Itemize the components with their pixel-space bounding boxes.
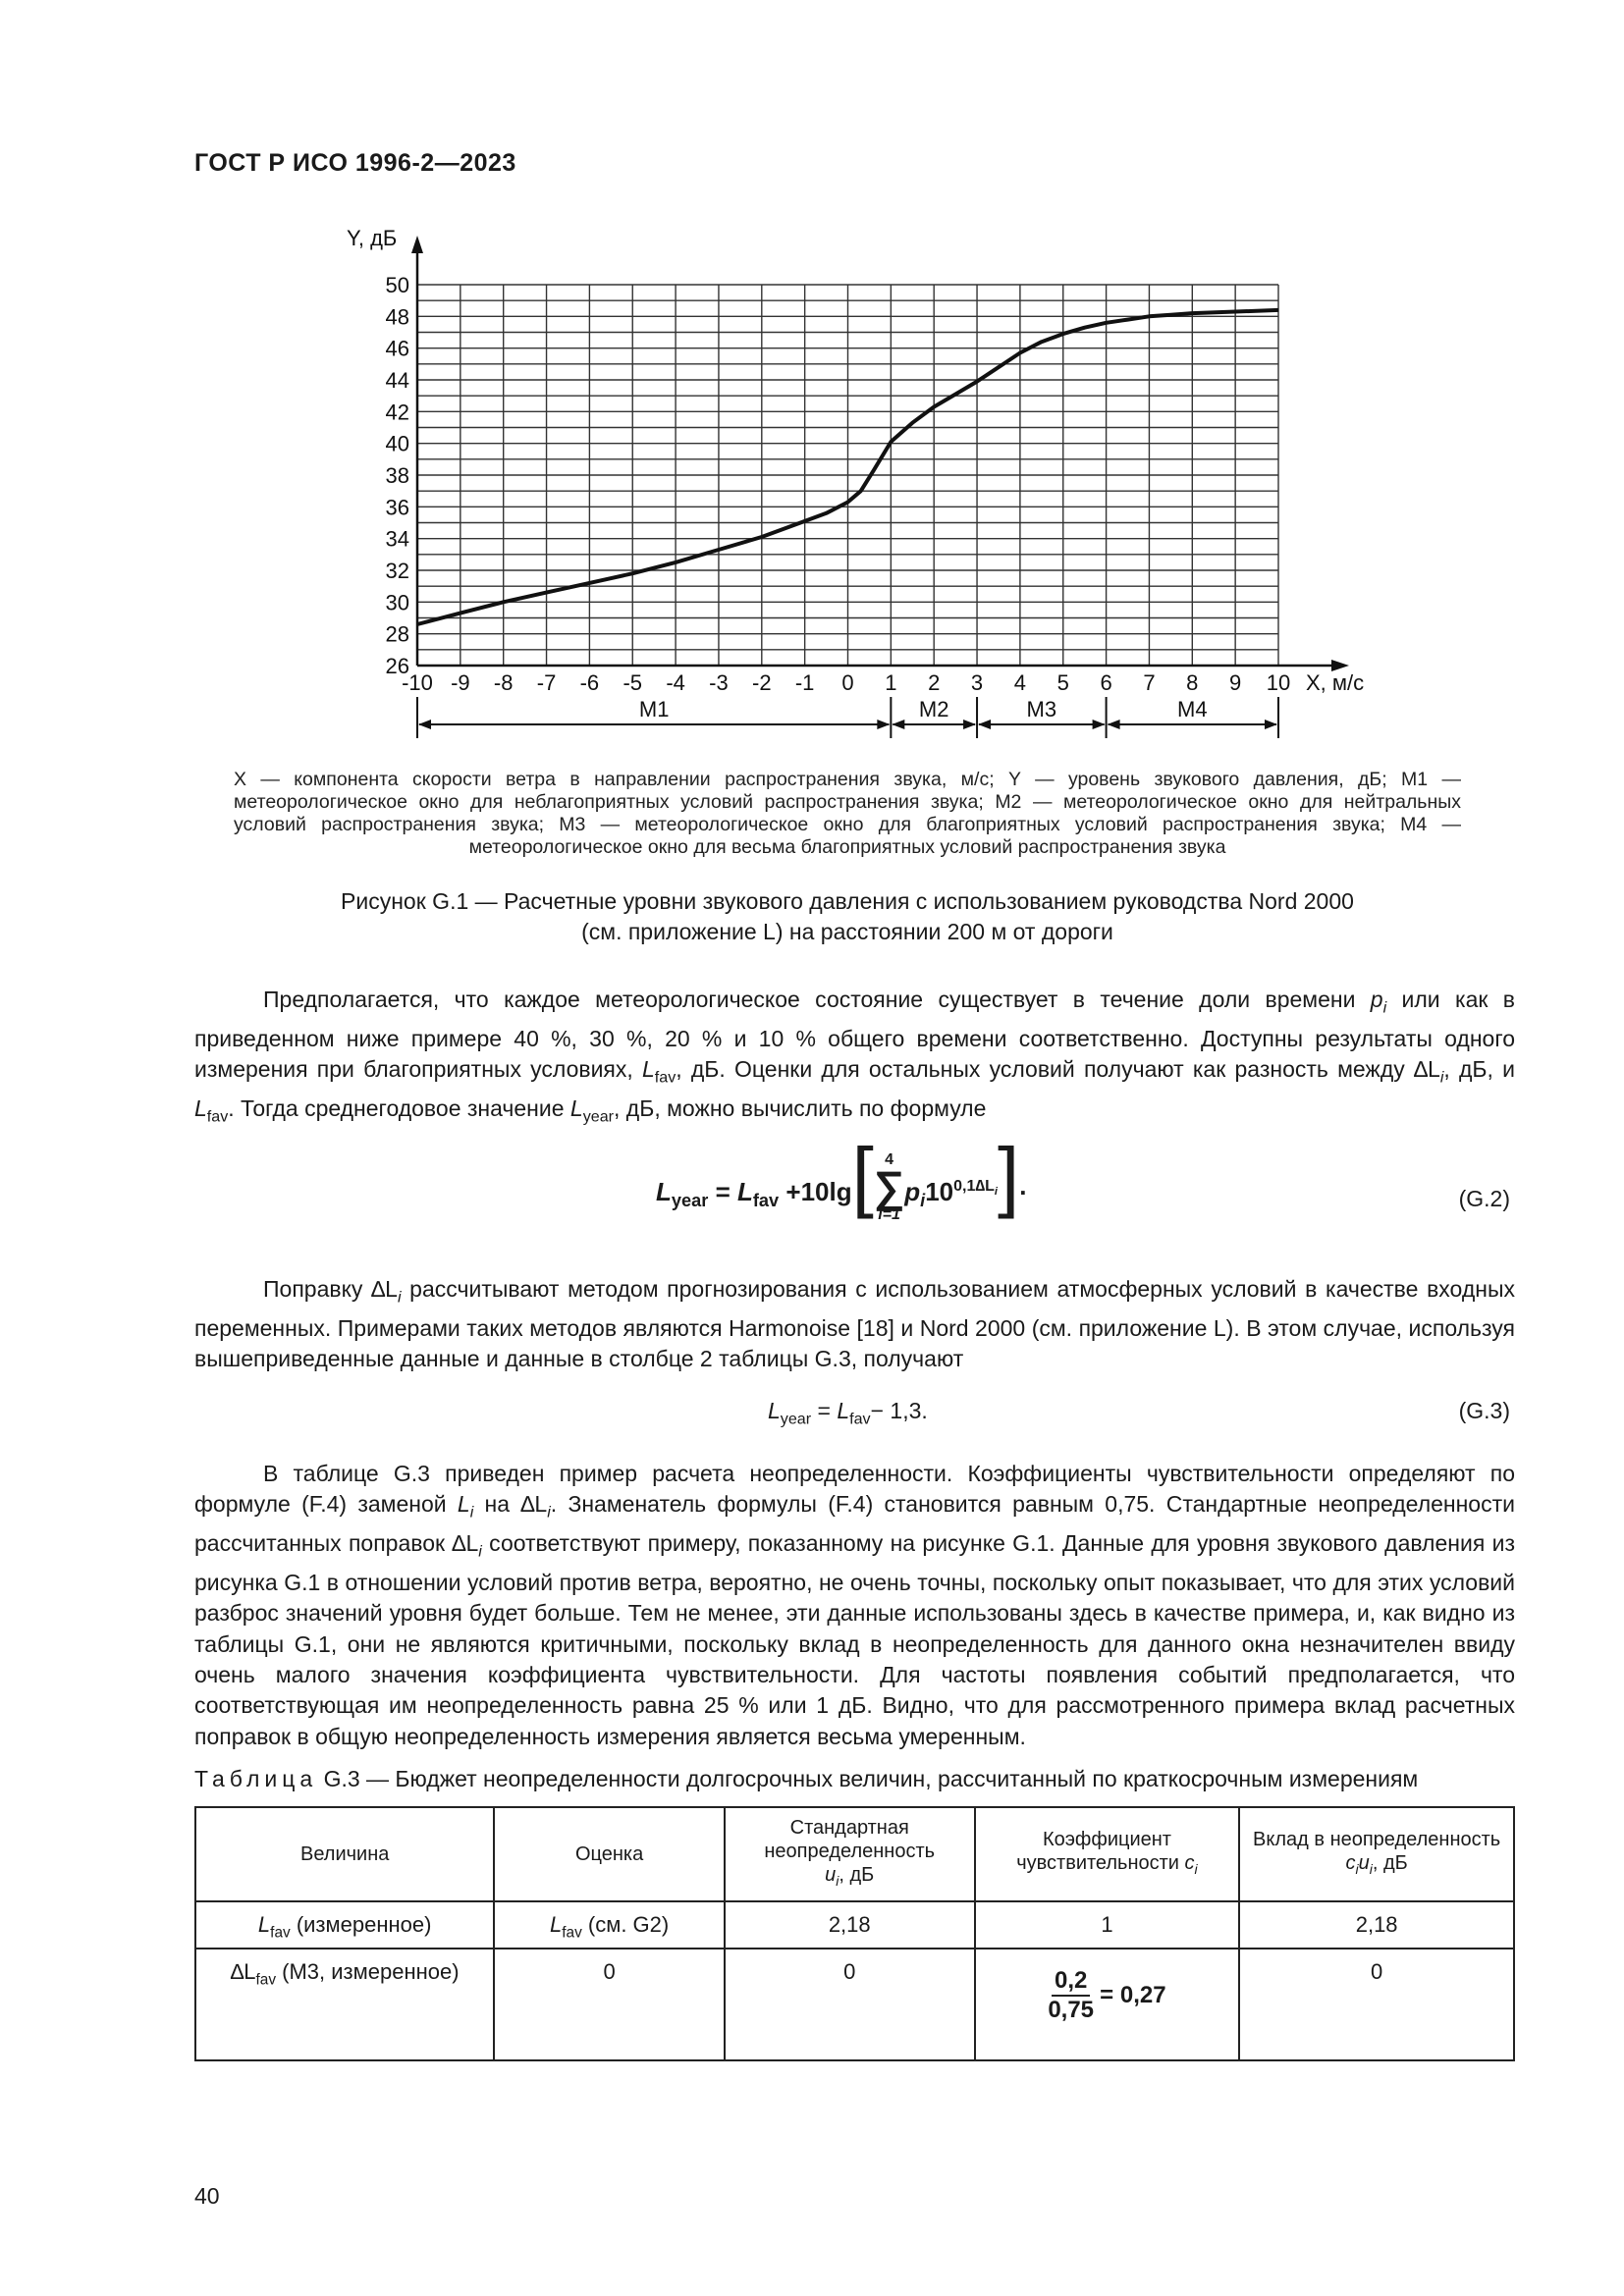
x-tick-label: 9 — [1229, 670, 1242, 695]
x-tick-label: -9 — [451, 670, 470, 695]
paragraph-3: В таблице G.3 приведен пример расчета неопределенности. Коэффициенты чувствительности определяют по формуле (F.4) заменой $L_i$ на $\Delta L_i$. Знаменатель формулы (F.4) становится равным 0,75. Стандартные неопределенности рассчитанных поправок $\Delta L_i$ соответствуют примеру, показанному на рисунке G.1. Данные для уровня звукового давления из рисунка G.1 в отношении условий против ветра, вероятно, не очень точны, поскольку опыт показывает, что для этих условий разброс значений уровня будет больше. Тем не менее, эти данные использованы здесь в качестве примера, и, как видно из таблицы G.1, они не являются критичными, поскольку вклад в неопределенность для данного окна незначителен ввиду очень малого значения коэффициента чувствительности. Для частоты появления событий предполагается, что соответствующая им неопределенность равна 25 % или 1 дБ. Видно, что для рассмотренного примера вклад расчетных поправок в общую неопределенность измерения является весьма умеренным. — [194, 1461, 1515, 1749]
cell-std-uncertainty: 0 — [725, 1949, 975, 2060]
x-tick-label: 4 — [1013, 670, 1027, 695]
y-tick-label: 36 — [385, 495, 409, 520]
equation-g3: $L_{year} = L_{fav}- 1,3$. — [768, 1398, 928, 1428]
cell-quantity: $L_{fav}$ (измеренное) — [195, 1901, 494, 1949]
x-tick-label: 7 — [1143, 670, 1156, 695]
cell-contribution: 0 — [1239, 1949, 1514, 2060]
cell-sensitivity: 1 — [975, 1901, 1240, 1949]
equation-g2-number: (G.2) — [1458, 1186, 1510, 1211]
x-tick-label: 0 — [841, 670, 854, 695]
header-std-uncertainty: Стандартная неопределенность $u_i$, дБ — [725, 1807, 975, 1901]
x-tick-label: -8 — [493, 670, 514, 695]
window-label: М4 — [1177, 697, 1208, 721]
sensitivity-fraction: $\frac{0,2}{0,75}$ — [1048, 1967, 1095, 2023]
header-quantity: Величина — [195, 1807, 494, 1901]
window-label: М3 — [1026, 697, 1057, 721]
x-tick-label: 6 — [1100, 670, 1112, 695]
y-tick-label: 32 — [385, 559, 409, 583]
equation-g3-number: (G.3) — [1458, 1398, 1510, 1423]
paragraph-1: Предполагается, что каждое метеорологическое состояние существует в течение доли времени $p_i$ или как в приведенном ниже примере 40 %, 30 %, 20 % и 10 % общего времени соответственно. Доступны результаты одного измерения при благоприятных условиях, $L_{fav}$, дБ. Оценки для остальных условий получают как разность между $\Delta L_i$, дБ, и $L_{fav}$. Тогда среднегодовое значение $L_{year}$, дБ, можно вычислить по формуле — [194, 987, 1515, 1126]
page-number: 40 — [194, 2183, 220, 2209]
window-label: М2 — [918, 697, 949, 721]
x-tick-label: -10 — [402, 670, 433, 695]
window-arrow-left — [892, 720, 904, 729]
y-tick-label: 34 — [385, 526, 409, 552]
cell-sensitivity: $\frac{0,2}{0,75}$ = 0,27 — [975, 1949, 1240, 2060]
x-tick-label: -6 — [579, 670, 600, 695]
y-tick-label: 44 — [385, 368, 409, 393]
x-tick-label: 1 — [885, 670, 897, 695]
y-axis-arrow — [411, 236, 423, 253]
table-row — [195, 1949, 1514, 2060]
y-tick-label: 40 — [385, 431, 409, 456]
figure-legend: X — компонента скорости ветра в направлении распространения звука, м/с; Y — уровень звукового давления, дБ; М1 — метеорологическое окно для неблагоприятных условий распространения звука; М2 — метеорологическое окно для нейтральных условий распространения звука; М3 — метеорологическое окно для благоприятных условий распространения звука; М4 — метеорологическое окно для весьма благоприятных условий распространения звука — [234, 769, 1461, 858]
x-axis-label: X, м/с — [1306, 670, 1365, 695]
table-title: Таблица G.3 — Бюджет неопределенности долгосрочных величин, рассчитанный по краткосрочным измерениям — [194, 1766, 1419, 1791]
figure-caption-line1: Рисунок G.1 — Расчетные уровни звукового давления с использованием руководства Nord 2000 — [341, 888, 1354, 914]
header-sensitivity: Коэффициент чувствительности $c_i$ — [975, 1807, 1240, 1901]
window-arrow-right — [1093, 720, 1106, 729]
window-label: М1 — [638, 697, 670, 721]
window-arrow-left — [1108, 720, 1120, 729]
paragraph-2: Поправку $\Delta L_i$ рассчитывают методом прогнозирования с использованием атмосферных условий в качестве входных переменных. Примерами таких методов являются Harmonoise [18] и Nord 2000 (см. приложение L). В этом случае, используя вышеприведенные данные и данные в столбце 2 таблицы G.3, получают — [194, 1276, 1515, 1372]
y-axis-label: Y, дБ — [347, 226, 398, 250]
y-tick-label: 42 — [385, 400, 409, 425]
y-tick-label: 50 — [385, 273, 409, 297]
window-arrow-left — [978, 720, 991, 729]
window-arrow-left — [418, 720, 431, 729]
table-row — [195, 1901, 1514, 1949]
document-header: ГОСТ Р ИСО 1996-2—2023 — [194, 149, 516, 177]
cell-quantity: $\Delta L_{fav}$ (М3, измеренное) — [195, 1949, 494, 2060]
figure-caption — [234, 886, 1461, 947]
x-tick-label: -2 — [752, 670, 772, 695]
x-tick-label: -3 — [709, 670, 729, 695]
y-tick-label: 28 — [385, 621, 409, 647]
x-tick-label: -1 — [794, 670, 815, 695]
equation-g2: $L_{year} = L_{fav} +10\lg$[ 4 ∑ i=1 $p_i10^{0,1\Delta L_i}$]. — [656, 1132, 1027, 1224]
cell-std-uncertainty: 2,18 — [725, 1901, 975, 1949]
x-tick-label: 8 — [1186, 670, 1199, 695]
cell-contribution: 2,18 — [1239, 1901, 1514, 1949]
y-tick-label: 26 — [385, 654, 409, 678]
y-tick-label: 30 — [385, 590, 409, 615]
x-tick-label: -7 — [536, 670, 557, 695]
header-contribution: Вклад в неопределенность $c_iu_i$, дБ — [1239, 1807, 1514, 1901]
y-tick-label: 46 — [385, 336, 409, 361]
cell-estimate: $L_{fav}$ (см. G2) — [494, 1901, 724, 1949]
table-header-row — [195, 1807, 1514, 1901]
cell-estimate: 0 — [494, 1949, 724, 2060]
x-tick-label: 10 — [1266, 670, 1291, 695]
x-tick-label: -5 — [623, 670, 643, 695]
figure-caption-line2: (см. приложение L) на расстоянии 200 м от дороги — [581, 919, 1113, 944]
window-arrow-right — [1265, 720, 1277, 729]
x-tick-label: 3 — [970, 670, 984, 695]
x-tick-label: -4 — [666, 670, 685, 695]
window-arrow-right — [877, 720, 890, 729]
sound-level-chart — [334, 221, 1394, 751]
header-estimate: Оценка — [494, 1807, 724, 1901]
uncertainty-budget-table — [194, 1806, 1515, 2061]
x-tick-label: 2 — [928, 670, 941, 695]
window-arrow-right — [963, 720, 976, 729]
y-tick-label: 38 — [385, 463, 409, 488]
y-tick-label: 48 — [385, 304, 409, 330]
x-tick-label: 5 — [1056, 670, 1069, 695]
